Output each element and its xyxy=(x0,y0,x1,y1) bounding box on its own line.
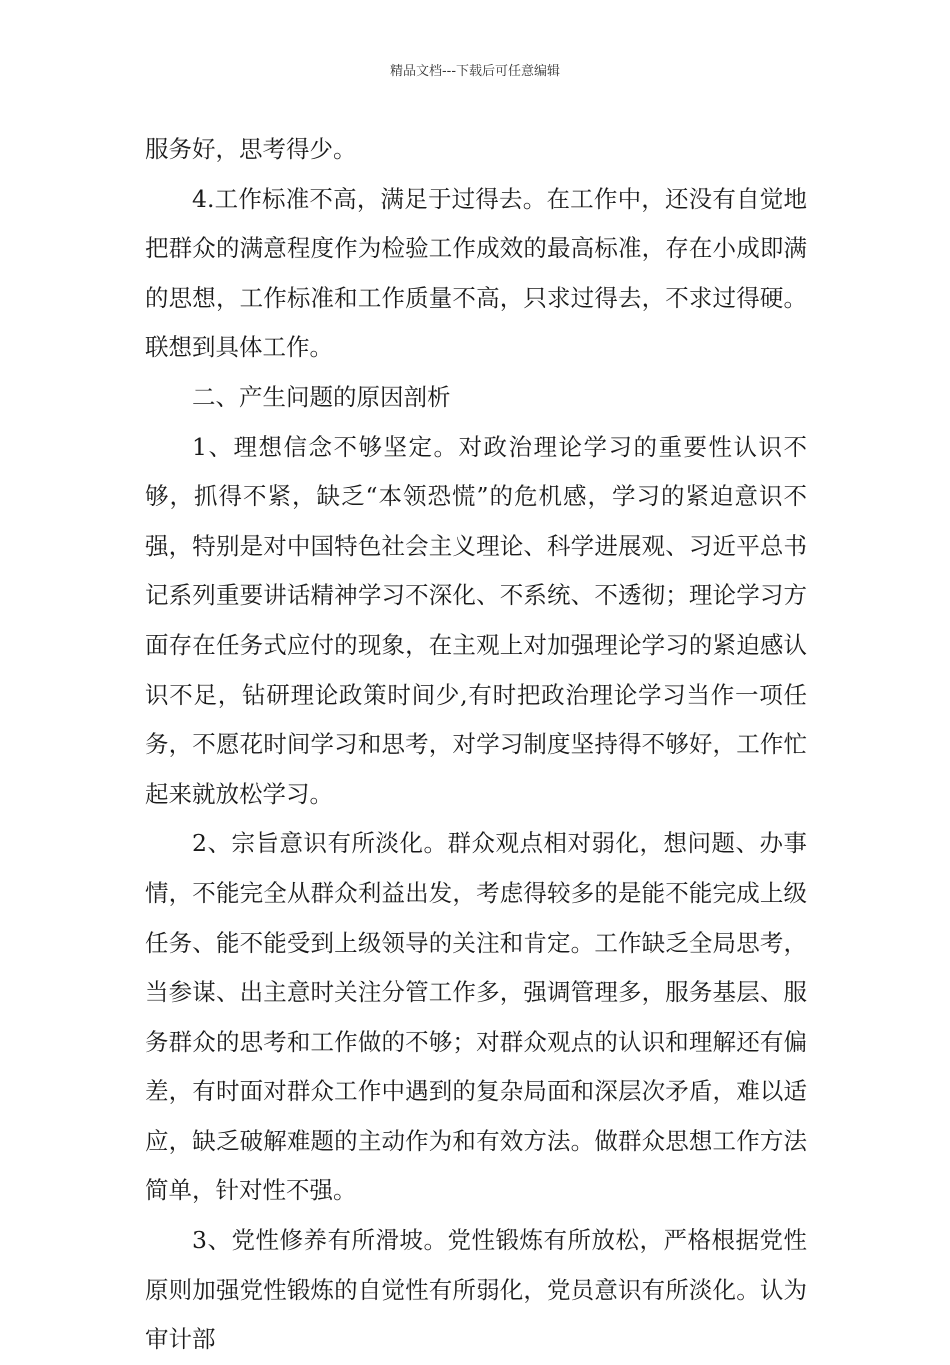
section-heading: 二、产生问题的原因剖析 xyxy=(192,382,451,411)
document-body xyxy=(145,125,807,1365)
paragraph-continuation: 服务好，思考得少。 xyxy=(145,135,357,163)
paragraph-cause-3: 3、党性修养有所滑坡。党性锻炼有所放松，严格根据党性原则加强党性锻炼的自觉性有所弱化，党员意识有所淡化。认为审计部 xyxy=(145,1226,807,1354)
paragraph-item-4: 4.工作标准不高，满足于过得去。在工作中，还没有自觉地把群众的满意程度作为检验工作成效的最高标准，存在小成即满的思想，工作标准和工作质量不高，只求过得去，不求过得硬。联想到具体工作。 xyxy=(145,184,807,362)
paragraph-cause-2: 2、宗旨意识有所淡化。群众观点相对弱化，想问题、办事情，不能完全从群众利益出发，考虑得较多的是能不能完成上级任务、能不能受到上级领导的关注和肯定。工作缺乏全局思考，当参谋、出主意时关注分管工作多，强调管理多，服务基层、服务群众的思考和工作做的不够；对群众观点的认识和理解还有偏差，有时面对群众工作中遇到的复杂局面和深层次矛盾，难以适应，缺乏破解难题的主动作为和有效方法。做群众思想工作方法简单，针对性不强。 xyxy=(145,829,807,1205)
page-header: 精品文档---下载后可任意编辑 xyxy=(389,64,561,79)
paragraph-cause-1: 1、理想信念不够坚定。对政治理论学习的重要性认识不够，抓得不紧，缺乏“本领恐慌”的危机感，学习的紧迫意识不强，特别是对中国特色社会主义理论、科学进展观、习近平总书记系列重要讲话精神学习不深化、不系统、不透彻；理论学习方面存在任务式应付的现象，在主观上对加强理论学习的紧迫感认识不足，钻研理论政策时间少,有时把政治理论学习当作一项任务，不愿花时间学习和思考，对学习制度坚持得不够好，工作忙起来就放松学习。 xyxy=(145,432,807,808)
